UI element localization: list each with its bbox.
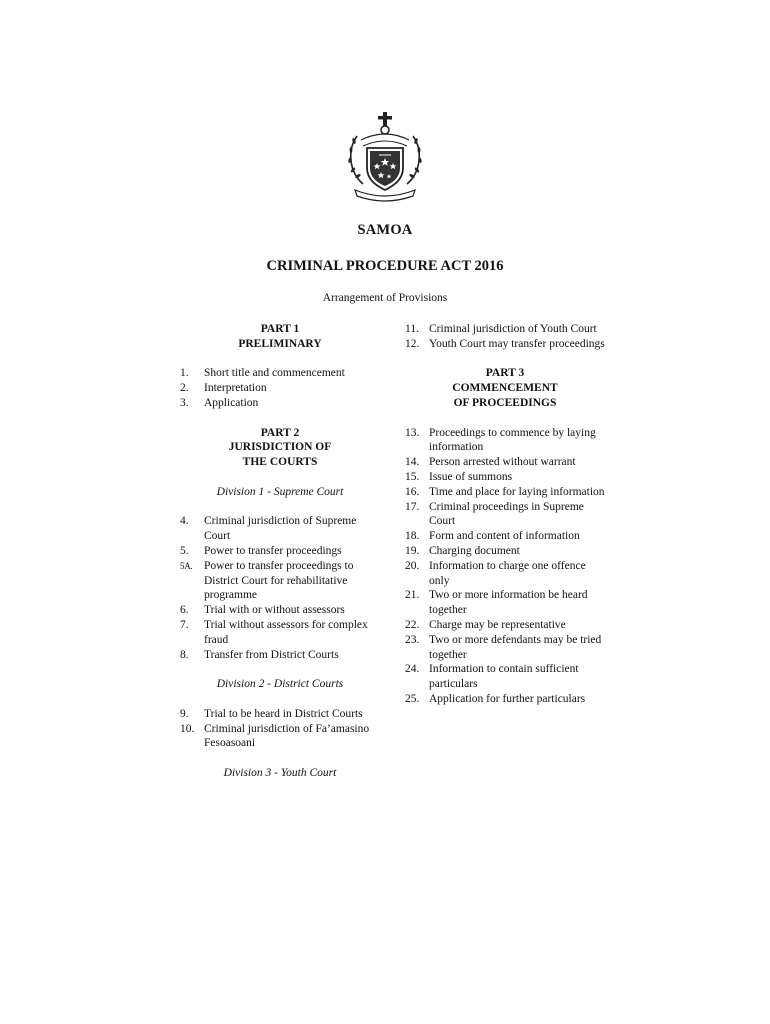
provision-number: 12. bbox=[405, 337, 420, 350]
country-name: SAMOA bbox=[357, 222, 413, 238]
provision-item bbox=[405, 470, 605, 485]
provision-item bbox=[405, 322, 605, 337]
provision-item bbox=[180, 648, 380, 663]
provision-title: Information to contain sufficient particulars bbox=[429, 663, 579, 691]
provision-number: 8. bbox=[180, 648, 189, 661]
provision-number: 2. bbox=[180, 382, 189, 395]
provision-number: 18. bbox=[405, 530, 420, 543]
provision-title: Trial with or without assessors bbox=[204, 604, 345, 617]
provision-item bbox=[405, 544, 605, 559]
provision-item bbox=[180, 707, 380, 722]
provision-title: Proceedings to commence by laying information bbox=[429, 426, 596, 454]
provision-number: 7. bbox=[180, 618, 189, 631]
provision-title: Application for further particulars bbox=[429, 692, 586, 705]
provision-item bbox=[405, 529, 605, 544]
provision-title: Person arrested without warrant bbox=[429, 456, 576, 469]
contents-right-column bbox=[405, 322, 605, 707]
provision-item bbox=[405, 337, 605, 352]
provision-item bbox=[405, 692, 605, 707]
provision-item bbox=[180, 514, 380, 544]
part-number: PART 3 bbox=[485, 367, 525, 380]
provision-title: Trial without assessors for complex fraud bbox=[204, 618, 368, 646]
provision-number: 3. bbox=[180, 396, 189, 409]
provision-item bbox=[405, 633, 605, 663]
provision-item bbox=[180, 366, 380, 381]
provision-title: Criminal proceedings in Supreme Court bbox=[429, 500, 584, 528]
provision-number: 23. bbox=[405, 633, 420, 646]
provision-item bbox=[180, 381, 380, 396]
division-2-heading: Division 2 - District Courts bbox=[216, 678, 344, 691]
provision-title: Time and place for laying information bbox=[429, 485, 605, 498]
provision-number: 9. bbox=[180, 707, 189, 720]
division-1-heading: Division 1 - Supreme Court bbox=[216, 485, 344, 498]
coat-of-arms-of-samoa-icon bbox=[343, 110, 427, 202]
part-number: PART 2 bbox=[260, 426, 300, 439]
provision-title: Issue of summons bbox=[429, 470, 513, 483]
provision-title: Youth Court may transfer proceedings bbox=[429, 337, 605, 350]
provision-title: Criminal jurisdiction of Supreme Court bbox=[204, 515, 357, 543]
provision-title: Two or more information be heard together bbox=[429, 589, 588, 617]
provision-title: Interpretation bbox=[204, 382, 267, 395]
provision-title: Application bbox=[204, 396, 259, 409]
provision-number: 25. bbox=[405, 692, 420, 705]
provision-number: 19. bbox=[405, 544, 420, 557]
provision-item bbox=[180, 618, 380, 648]
provision-number: 21. bbox=[405, 589, 420, 602]
part-title: COMMENCEMENT bbox=[452, 382, 558, 395]
provision-number: 14. bbox=[405, 456, 420, 469]
provision-item bbox=[405, 455, 605, 470]
provision-item bbox=[405, 485, 605, 500]
provision-title: Power to transfer proceedings bbox=[204, 544, 342, 557]
contents-left-column bbox=[180, 322, 380, 781]
provision-item bbox=[405, 618, 605, 633]
provision-title: Power to transfer proceedings to District Court for rehabilitative programme bbox=[204, 559, 354, 602]
provision-title: Charge may be representative bbox=[429, 618, 566, 631]
provision-number: 10. bbox=[180, 722, 195, 735]
provision-number: 20. bbox=[405, 559, 420, 572]
provision-title: Criminal jurisdiction of Youth Court bbox=[429, 323, 597, 335]
provision-number: 24. bbox=[405, 663, 420, 676]
provision-number: 15. bbox=[405, 470, 420, 483]
provision-item bbox=[405, 588, 605, 618]
act-title: CRIMINAL PROCEDURE ACT 2016 bbox=[266, 258, 504, 274]
provision-number: 6. bbox=[180, 604, 189, 617]
part-title: THE COURTS bbox=[242, 456, 318, 469]
provision-item bbox=[180, 396, 380, 411]
provision-number: 13. bbox=[405, 426, 420, 439]
provision-title: Short title and commencement bbox=[204, 367, 345, 380]
provision-item bbox=[405, 500, 605, 530]
provision-title: Form and content of information bbox=[429, 530, 580, 543]
part-1-heading bbox=[180, 322, 380, 352]
provision-item bbox=[405, 662, 605, 692]
provision-title: Charging document bbox=[429, 544, 520, 557]
provision-title: Two or more defendants may be tried together bbox=[429, 633, 602, 661]
provision-number: 1. bbox=[180, 367, 189, 380]
part-2-heading bbox=[180, 426, 380, 470]
provision-title: Information to charge one offence only bbox=[429, 559, 586, 587]
part-title: OF PROCEEDINGS bbox=[453, 396, 557, 409]
part-3-heading bbox=[405, 366, 605, 410]
part-title: JURISDICTION OF bbox=[228, 441, 332, 454]
provision-number: 17. bbox=[405, 500, 420, 513]
provision-number: 5A. bbox=[180, 560, 193, 571]
provision-title: Trial to be heard in District Courts bbox=[204, 707, 363, 720]
provision-title: Criminal jurisdiction of Fa’amasino Fesoasoani bbox=[204, 722, 370, 750]
provision-number: 4. bbox=[180, 515, 189, 528]
part-number: PART 1 bbox=[260, 323, 300, 335]
provision-number: 16. bbox=[405, 485, 420, 498]
provision-title: Transfer from District Courts bbox=[204, 648, 339, 661]
provision-number: 5. bbox=[180, 544, 189, 557]
provision-number: 11. bbox=[405, 323, 419, 335]
provision-item bbox=[405, 559, 605, 589]
arrangement-label: Arrangement of Provisions bbox=[322, 292, 448, 304]
provision-number: 22. bbox=[405, 618, 420, 631]
division-3-heading: Division 3 - Youth Court bbox=[223, 766, 337, 779]
provision-item bbox=[180, 559, 380, 603]
provision-item bbox=[180, 722, 380, 752]
provision-item bbox=[180, 544, 380, 559]
provision-item bbox=[180, 603, 380, 618]
provision-item bbox=[405, 426, 605, 456]
part-title: PRELIMINARY bbox=[238, 337, 322, 350]
